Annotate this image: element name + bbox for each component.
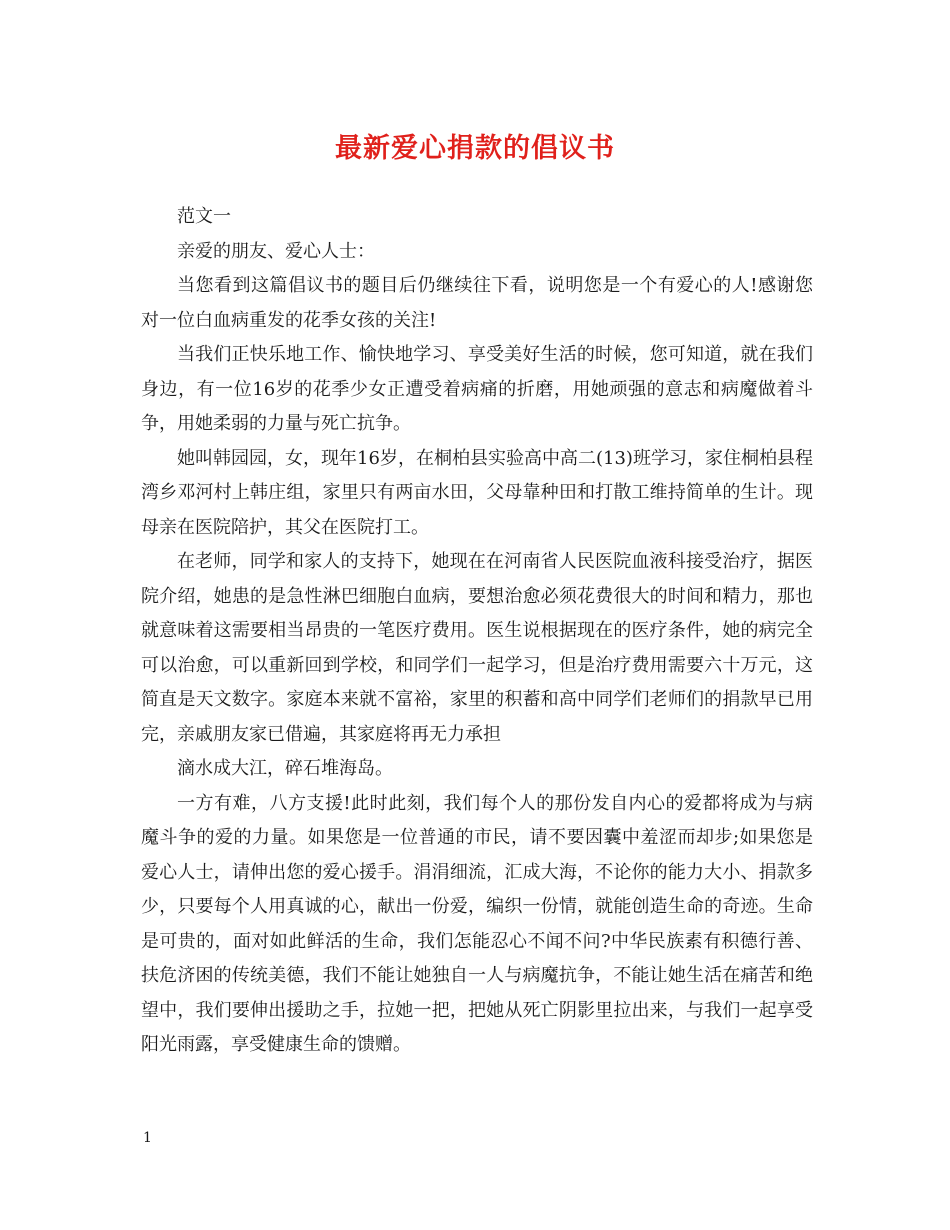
document-body: [141, 200, 813, 1063]
document-title: 最新爱心捐款的倡议书: [335, 133, 615, 164]
paragraph-salutation: 亲爱的朋友、爱心人士：: [177, 240, 375, 262]
page-number: 1: [143, 1130, 152, 1146]
paragraph-appeal: 一方有难，八方支援!此时此刻，我们每个人的那份发自内心的爱都将成为与病魔斗争的爱的力量。如果您是一位普通的市民，请不要因囊中羞涩而却步;如果您是爱心人士，请伸出您的爱心援手。涓涓细流，汇成大海，不论你的能力大小、捐款多少，只要每个人用真诚的心，献出一份爱，编织一份情，就能创造生命的奇迹。生命是可贵的，面对如此鲜活的生命，我们怎能忍心不闻不问?中华民族素有积德行善、扶危济困的传统美德，我们不能让她独自一人与病魔抗争，不能让她生活在痛苦和绝望中，我们要伸出援助之手，拉她一把，把她从死亡阴影里拉出来，与我们一起享受阳光雨露，享受健康生命的馈赠。: [141, 792, 813, 1055]
paragraph-treatment: 在老师，同学和家人的支持下，她现在在河南省人民医院血液科接受治疗，据医院介绍，她患的是急性淋巴细胞白血病，要想治愈必须花费很大的时间和精力，那也就意味着这需要相当昂贵的一笔医疗费用。医生说根据现在的医疗条件，她的病完全可以治愈，可以重新回到学校，和同学们一起学习，但是治疗费用需要六十万元，这简直是天文数字。家庭本来就不富裕，家里的积蓄和高中同学们老师们的捐款早已用完，亲戚朋友家已借遍，其家庭将再无力承担: [141, 551, 813, 745]
paragraph-intro: 当您看到这篇倡议书的题目后仍继续往下看，说明您是一个有爱心的人!感谢您对一位白血病重发的花季女孩的关注!: [141, 275, 813, 331]
paragraph-situation: 当我们正快乐地工作、愉快地学习、享受美好生活的时候，您可知道，就在我们身边，有一位16岁的花季少女正遭受着病痛的折磨，用她顽强的意志和病魔做着斗争，用她柔弱的力量与死亡抗争。: [141, 344, 813, 434]
paragraph-heading-sample: 范文一: [177, 206, 231, 227]
paragraph-proverb: 滴水成大江，碎石堆海岛。: [177, 758, 393, 779]
paragraph-background: 她叫韩园园，女，现年16岁，在桐柏县实验高中高二(13)班学习，家住桐柏县程湾乡邓河村上韩庄组，家里只有两亩水田，父母靠种田和打散工维持简单的生计。现母亲在医院陪护，其父在医院打工。: [141, 447, 813, 538]
